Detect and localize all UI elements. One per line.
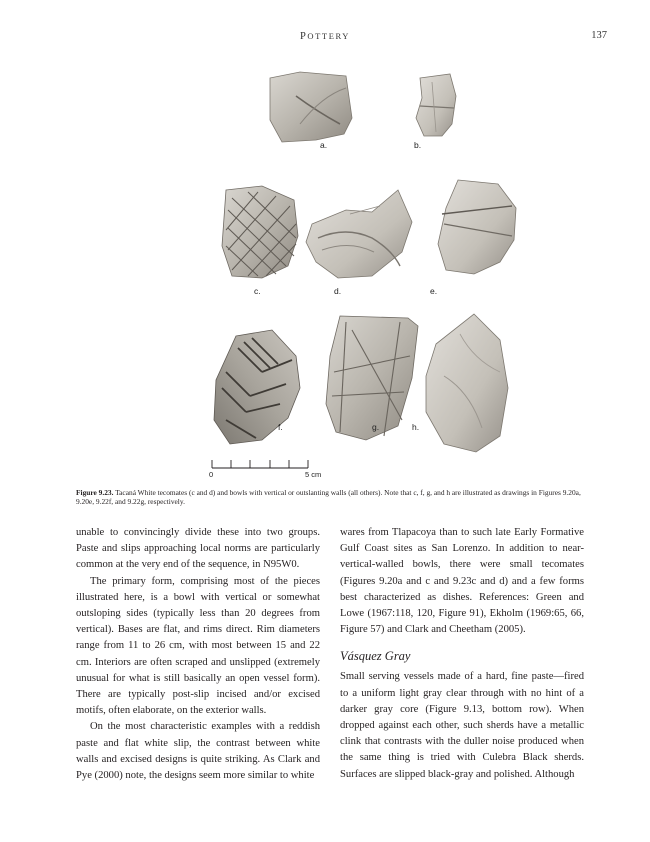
label-h: h. (412, 422, 420, 432)
sherd-a (270, 72, 352, 150)
sherd-b (414, 74, 456, 150)
section-heading: Vásquez Gray (340, 649, 411, 664)
label-a: a. (320, 140, 328, 150)
sherd-c (222, 186, 298, 296)
scale-start: 0 (209, 470, 214, 479)
label-e: e. (430, 286, 438, 296)
caption-label: Figure 9.23. (76, 488, 114, 497)
page-number: 137 (591, 30, 607, 41)
scale-bar (209, 460, 321, 479)
label-c: c. (254, 286, 261, 296)
running-title: POTTERY (299, 31, 351, 42)
label-d: d. (334, 286, 342, 296)
label-g: g. (372, 422, 380, 432)
label-b: b. (414, 140, 422, 150)
label-f: f. (278, 422, 283, 432)
sherd-h (412, 314, 508, 452)
paragraph: unable to convincingly divide these into two groups. Paste and slips approaching local norms are particularly common at the very end of the sequence, in N95W0. (76, 527, 320, 571)
sherd-e (430, 180, 516, 296)
scale-end: 5 cm (305, 470, 322, 479)
paragraph: The primary form, comprising most of the pieces illustrated here, is a bowl with vertical or somewhat outsloping sides (typically less than 20 degrees from vertical). Bases are flat, and rims direct. Rim diameters range from 11 to 26 cm, with most between 15 and 22 cm. Interiors are often scraped and unslipped (extremely unusual for what is still basically an open vessel form). There are typically post-slip incised and/or excised motifs, often elaborate, on the exterior walls. (76, 575, 320, 717)
paragraph: wares from Tlapacoya than to such late Early Formative Gulf Coast sites as San Lorenzo. In addition to near-vertical-walled bowls, there were small tecomates (Figures 9.20a and c and 9.23c and d) and a few forms best characterized as dishes. References: Green and Lowe (1967:118, 120, Figure 91), Ekholm (1969:65, 66, Figure 57) and Clark and Cheetham (2005). (340, 527, 584, 636)
body-column-left (76, 525, 320, 784)
paragraph: Small serving vessels made of a hard, fine paste—fired to a uniform light gray clear through with no hint of a darker gray core (Figure 9.13, bottom row). When dropped against each other, such sherds have a metallic clink that contrasts with the duller noise produced when the same thing is tried with Culebra Black sherds. Surfaces are slipped black-gray and polished. Although (340, 671, 584, 780)
sherd-g (326, 316, 418, 440)
sherd-d (306, 190, 412, 296)
paragraph: On the most characteristic examples with a reddish paste and flat white slip, the contrast between white walls and excised designs is quite striking. As Clark and Pye (2000) note, the designs seem more similar to white (76, 721, 320, 782)
body-column-right (340, 525, 584, 783)
caption-text: Tacaná White tecomates (c and d) and bowls with vertical or outslanting walls (all others). Note that c, f, g, and h are illustrated as drawings in Figures 9.20a, 9.20e, 9.22f, and 9.22g, respectively. (76, 488, 581, 507)
figure-caption (76, 488, 586, 506)
sherd-f (214, 330, 300, 444)
